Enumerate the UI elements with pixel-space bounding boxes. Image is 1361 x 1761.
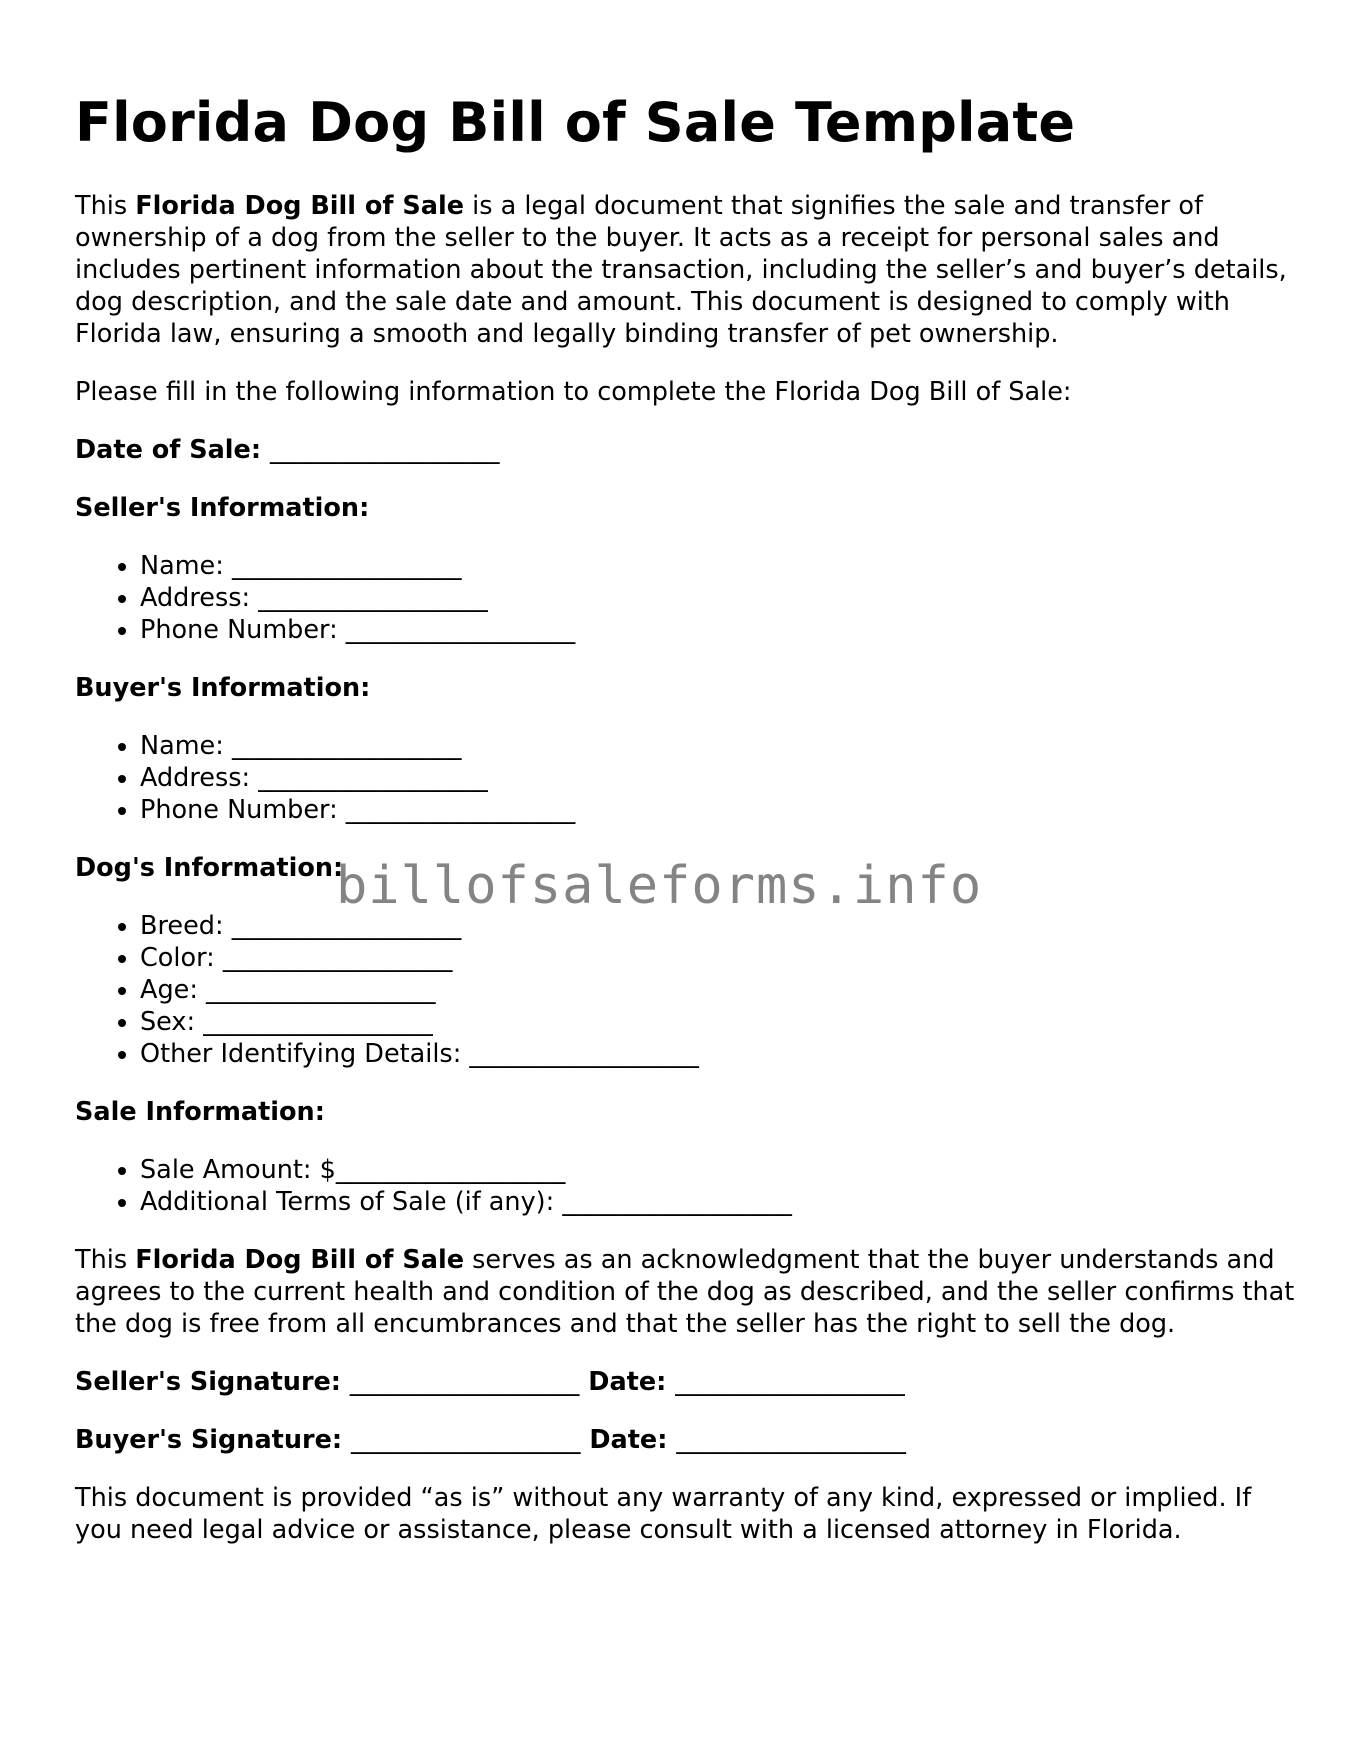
dog-heading: Dog's Information:: [75, 853, 344, 884]
intro-bold: Florida Dog Bill of Sale: [135, 191, 465, 222]
dog-sex-blank[interactable]: __________________: [203, 1007, 433, 1038]
list-item: [140, 730, 1295, 762]
intro-prefix: This: [75, 191, 136, 222]
document-page: [75, 92, 1295, 1572]
buyer-fields-list: [75, 730, 1295, 826]
watermark-text: billofsaleforms.info: [336, 856, 983, 916]
list-item: [140, 582, 1295, 614]
intro-rest: is a legal document that signifies the sale and transfer of ownership of a dog from the seller to the buyer. It acts as a receipt for personal sales and includes pertinent information about the transaction, including the seller’s and buyer’s details, dog description, and the sale date and amount. This document is designed to comply with Florida law, ensuring a smooth and legally binding transfer of pet ownership.: [75, 191, 1287, 350]
seller-date-blank[interactable]: __________________: [675, 1367, 905, 1398]
dog-color-label: Color:: [140, 943, 215, 974]
seller-signature-line: [75, 1366, 1295, 1398]
buyer-date-blank[interactable]: __________________: [676, 1425, 906, 1456]
buyer-signature-label: Buyer's Signature:: [75, 1425, 343, 1456]
seller-signature-blank[interactable]: __________________: [349, 1367, 580, 1398]
seller-phone-blank[interactable]: __________________: [345, 615, 576, 646]
sale-heading: Sale Information:: [75, 1097, 325, 1128]
dog-fields-list: [75, 910, 1295, 1070]
list-item: [140, 1186, 1295, 1218]
buyer-heading: Buyer's Information:: [75, 673, 371, 704]
seller-address-label: Address:: [140, 583, 251, 614]
dog-age-blank[interactable]: __________________: [206, 975, 436, 1006]
dog-age-label: Age:: [140, 975, 198, 1006]
list-item: [140, 1006, 1295, 1038]
list-item: [140, 1038, 1295, 1070]
sale-terms-label: Additional Terms of Sale (if any):: [140, 1187, 555, 1218]
acknowledgment-paragraph: [75, 1244, 1295, 1340]
seller-address-blank[interactable]: __________________: [258, 583, 488, 614]
intro-paragraph: [75, 190, 1295, 350]
buyer-signature-blank[interactable]: __________________: [350, 1425, 581, 1456]
dog-color-blank[interactable]: __________________: [222, 943, 453, 974]
page-title: Florida Dog Bill of Sale Template: [75, 91, 1076, 154]
list-item: [140, 614, 1295, 646]
dog-sex-label: Sex:: [140, 1007, 196, 1038]
sale-amount-label: Sale Amount: $: [140, 1155, 336, 1186]
ack-prefix: This: [75, 1245, 136, 1276]
buyer-address-blank[interactable]: __________________: [258, 763, 488, 794]
buyer-signature-line: [75, 1424, 1295, 1456]
seller-date-label: Date:: [588, 1367, 667, 1398]
list-item: [140, 794, 1295, 826]
ack-rest: serves as an acknowledgment that the buyer understands and agrees to the current health and condition of the dog as described, and the seller confirms that the dog is free from all encumbrances and that the seller has the right to sell the dog.: [75, 1245, 1295, 1340]
buyer-phone-blank[interactable]: __________________: [345, 795, 576, 826]
list-item: [140, 550, 1295, 582]
dog-breed-blank[interactable]: __________________: [231, 911, 462, 942]
dog-details-blank[interactable]: __________________: [469, 1039, 699, 1070]
seller-phone-label: Phone Number:: [140, 615, 338, 646]
seller-signature-label: Seller's Signature:: [75, 1367, 342, 1398]
buyer-name-blank[interactable]: __________________: [231, 731, 462, 762]
date-of-sale-field: [75, 434, 1295, 466]
disclaimer-paragraph: This document is provided “as is” without any warranty of any kind, expressed or implied. If you need legal advice or assistance, please consult with a licensed attorney in Florida.: [75, 1483, 1252, 1546]
list-item: [140, 974, 1295, 1006]
instruction-text: Please fill in the following information to complete the Florida Dog Bill of Sale:: [75, 377, 1072, 408]
seller-fields-list: [75, 550, 1295, 646]
buyer-name-label: Name:: [140, 731, 224, 762]
list-item: [140, 942, 1295, 974]
buyer-address-label: Address:: [140, 763, 251, 794]
buyer-phone-label: Phone Number:: [140, 795, 338, 826]
sale-terms-blank[interactable]: __________________: [562, 1187, 792, 1218]
sale-amount-blank[interactable]: __________________: [335, 1155, 566, 1186]
seller-name-label: Name:: [140, 551, 224, 582]
buyer-date-label: Date:: [589, 1425, 668, 1456]
seller-heading: Seller's Information:: [75, 493, 370, 524]
list-item: [140, 762, 1295, 794]
ack-bold: Florida Dog Bill of Sale: [135, 1245, 465, 1276]
dog-details-label: Other Identifying Details:: [140, 1039, 462, 1070]
sale-fields-list: [75, 1154, 1295, 1218]
list-item: [140, 1154, 1295, 1186]
seller-name-blank[interactable]: __________________: [231, 551, 462, 582]
dog-breed-label: Breed:: [140, 911, 224, 942]
date-of-sale-label: Date of Sale:: [75, 435, 262, 466]
date-of-sale-blank[interactable]: __________________: [269, 435, 500, 466]
